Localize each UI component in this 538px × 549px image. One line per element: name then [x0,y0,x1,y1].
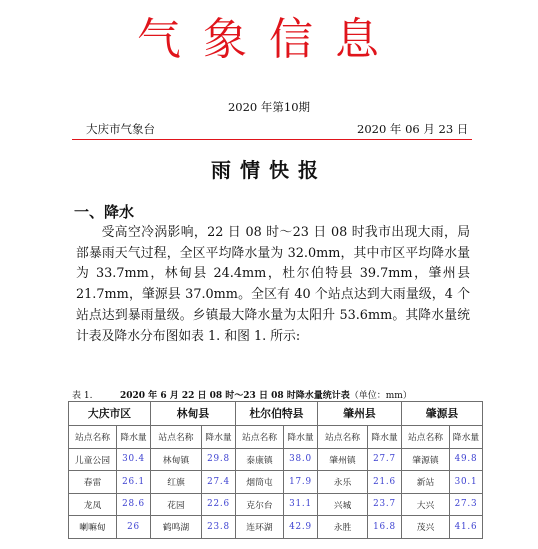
precipitation-value: 23.7 [368,493,402,516]
station-name: 鹤鸣湖 [151,516,202,539]
precipitation-value: 30.1 [450,471,483,494]
section-heading: 一、降水 [74,203,135,221]
county-header: 杜尔伯特县 [236,402,318,426]
precipitation-value: 38.0 [284,448,318,471]
issue-date: 2020 年 06 月 23 日 [357,122,469,136]
station-name: 花园 [151,493,202,516]
precipitation-value: 17.9 [284,471,318,494]
precipitation-value: 26.1 [117,471,151,494]
column-header-row [69,426,483,449]
precipitation-value: 28.6 [117,493,151,516]
station-name: 连环湖 [236,516,284,539]
station-name-header: 站点名称 [69,426,117,449]
station-name: 林甸镇 [151,448,202,471]
precipitation-value: 23.8 [202,516,236,539]
station-name: 喇嘛甸 [69,516,117,539]
county-header-row [69,402,483,426]
station-name-header: 站点名称 [318,426,368,449]
station-name: 红旗 [151,471,202,494]
precipitation-value: 49.8 [450,448,483,471]
precipitation-table [68,401,483,539]
county-header: 林甸县 [151,402,236,426]
station-name: 大兴 [402,493,450,516]
precipitation-value: 16.8 [368,516,402,539]
station-name: 龙凤 [69,493,117,516]
station-name: 克尔台 [236,493,284,516]
station-name-header: 站点名称 [402,426,450,449]
precipitation-value: 41.6 [450,516,483,539]
precipitation-value: 27.7 [368,448,402,471]
county-header: 大庆市区 [69,402,151,426]
precipitation-value: 22.6 [202,493,236,516]
station-name: 烟筒屯 [236,471,284,494]
station-name: 儿童公园 [69,448,117,471]
precipitation-value: 26 [117,516,151,539]
county-header: 肇州县 [318,402,402,426]
station-name: 永乐 [318,471,368,494]
table-caption-title: 2020 年 6 月 22 日 08 时～23 日 08 时降水量统计表 [120,391,350,401]
precipitation-value: 29.8 [202,448,236,471]
body-paragraph: 受高空冷涡影响，22 日 08 时～23 日 08 时我市出现大雨，局部暴雨天气过程，全区平均降水量为 32.0mm，其中市区平均降水量为 33.7mm，林甸县 24.4mm，杜尔伯特县 39.7mm，肇州县 21.7mm，肇源县 37.0mm。全区有 40 个站点达到大雨量级，4 个站点达到暴雨量级。乡镇最大降水量为太阳升 53.6mm。其降水量统计表及降水分布图如表 1. 和图 1. 所示: [76,225,470,344]
table-row [69,448,483,471]
precipitation-value: 31.1 [284,493,318,516]
station-name: 永胜 [318,516,368,539]
table-caption-number: 表 1. [72,391,93,401]
station-name-header: 站点名称 [236,426,284,449]
station-name: 兴城 [318,493,368,516]
table-row [69,493,483,516]
precipitation-value: 30.4 [117,448,151,471]
station-name-header: 站点名称 [151,426,202,449]
precipitation-header: 降水量 [117,426,151,449]
precipitation-value: 21.6 [368,471,402,494]
precipitation-header: 降水量 [202,426,236,449]
masthead-divider [72,139,472,140]
station-name: 肇州镇 [318,448,368,471]
county-header: 肇源县 [402,402,483,426]
precipitation-value: 42.9 [284,516,318,539]
report-title: 雨情快报 [211,158,327,182]
precipitation-value: 27.4 [202,471,236,494]
station-name: 肇源镇 [402,448,450,471]
station-name: 茂兴 [402,516,450,539]
precipitation-header: 降水量 [450,426,483,449]
precipitation-header: 降水量 [368,426,402,449]
precipitation-value: 27.3 [450,493,483,516]
table-row [69,471,483,494]
masthead-title: 气象信息 [137,14,401,65]
issue-number: 2020 年第10期 [227,100,311,114]
table-row [69,516,483,539]
table-caption [120,388,412,401]
station-name: 新站 [402,471,450,494]
precipitation-header: 降水量 [284,426,318,449]
table-caption-unit: （单位：mm） [349,391,412,401]
station-name: 春雷 [69,471,117,494]
station-name: 泰康镇 [236,448,284,471]
issuing-organization: 大庆市气象台 [86,122,155,136]
